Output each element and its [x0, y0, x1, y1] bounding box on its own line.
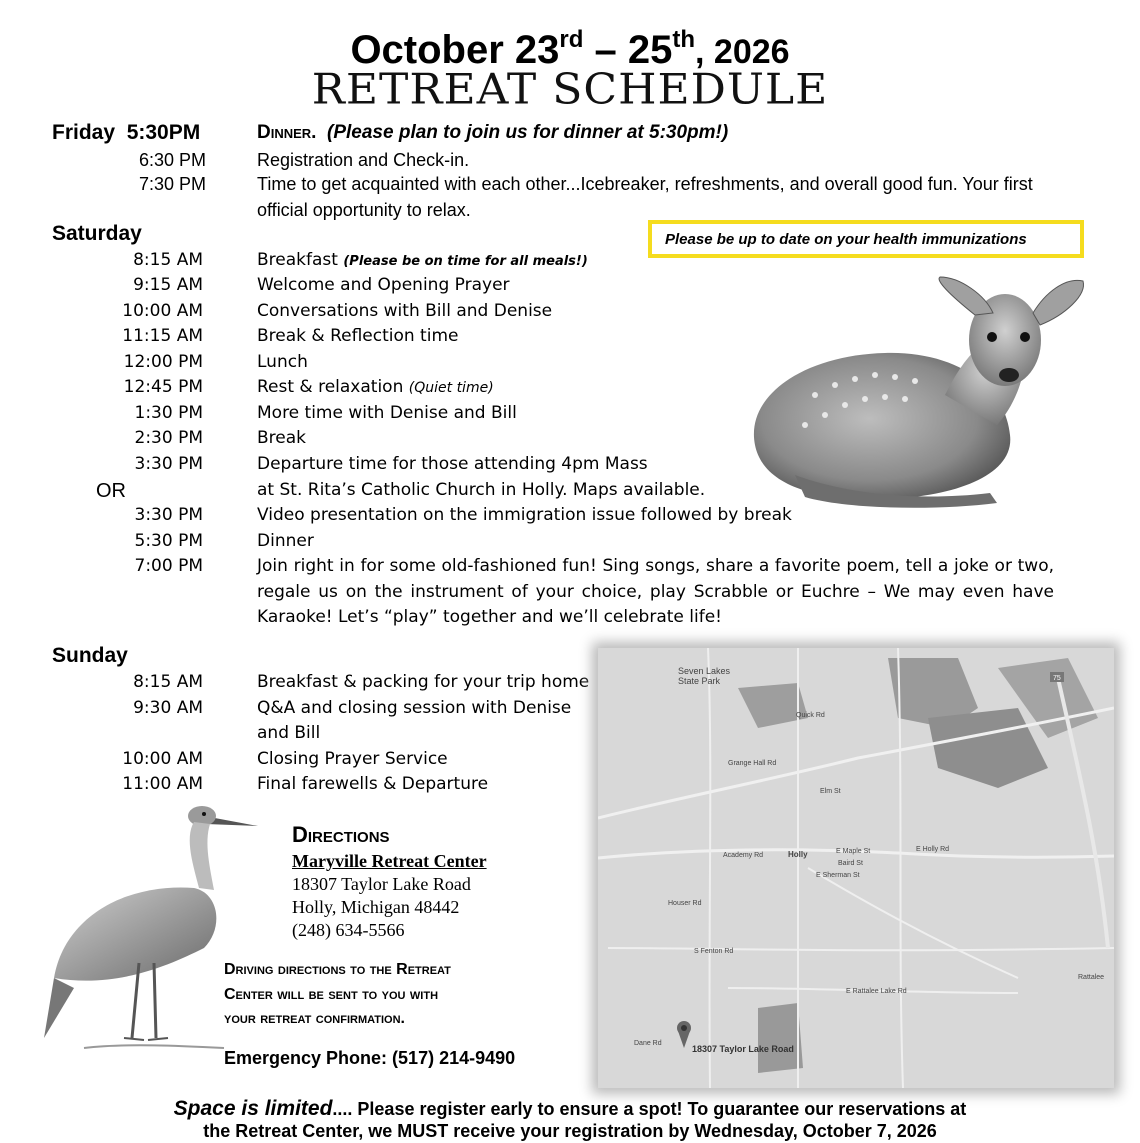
map-label: S Fenton Rd [694, 948, 734, 955]
map-label: Academy Rd [723, 852, 764, 859]
center-phone: (248) 634-5566 [292, 920, 405, 940]
schedule-desc: official opportunity to relax. [257, 200, 471, 220]
schedule-desc: Conversations with Bill and Denise [257, 301, 553, 321]
schedule-time: 2:30 PM [134, 428, 203, 448]
schedule-desc: Time to get acquainted with each other...Icebreaker, refreshments, and overall good fun. Your first [257, 174, 1033, 194]
schedule-time: 8:15 AM [133, 250, 203, 270]
map-label: E Maple St [836, 848, 871, 855]
schedule-desc: Join right in for some old-fashioned fun! Sing songs, share a favorite poem, tell a joke or two, [257, 556, 1054, 576]
schedule-desc: Video presentation on the immigration issue followed by break [257, 505, 792, 525]
fawn-illustration [735, 275, 1090, 511]
location-map [598, 648, 1114, 1088]
schedule-desc: More time with Denise and Bill [257, 403, 517, 423]
footer-line-2: the Retreat Center, we MUST receive your registration by Wednesday, October 7, 2026 [203, 1121, 937, 1141]
schedule-desc: Welcome and Opening Prayer [257, 275, 510, 295]
map-label: E Rattalee Lake Rd [846, 988, 907, 995]
address-street: 18307 Taylor Lake Road [292, 874, 471, 894]
schedule-time: 9:30 AM [133, 698, 203, 718]
highway-shield: 75 [1053, 675, 1061, 682]
schedule-time: 7:30 PM [138, 174, 206, 194]
emergency-phone: Emergency Phone: (517) 214-9490 [224, 1048, 516, 1068]
schedule-time: 10:00 AM [122, 749, 203, 769]
address-city: Holly, Michigan 48442 [292, 897, 460, 917]
day-friday: Friday 5:30PM [52, 121, 201, 144]
schedule-desc: Breakfast & packing for your trip home [257, 672, 590, 692]
day-saturday: Saturday [52, 222, 142, 245]
schedule-desc: Departure time for those attending 4pm Mass [257, 454, 648, 474]
schedule-time: 11:00 AM [122, 774, 203, 794]
map-label: E Sherman St [816, 872, 860, 879]
directions-heading: Directions [292, 822, 390, 847]
driving-directions-line: Center will be sent to you with [224, 986, 439, 1003]
map-label: Grange Hall Rd [728, 760, 777, 767]
schedule-desc: Final farewells & Departure [257, 774, 489, 794]
schedule-time: 8:15 AM [133, 672, 203, 692]
friday-dinner: Dinner. (Please plan to join us for dinner at 5:30pm!) [257, 122, 729, 143]
schedule-desc: Dinner [257, 531, 314, 551]
schedule-desc: and Bill [257, 723, 321, 743]
map-label: Quick Rd [796, 712, 825, 719]
map-label: Holly [788, 850, 808, 859]
schedule-time: 12:45 PM [123, 377, 203, 397]
schedule-desc: regale us on the instrument of your choice, play Scrabble or Euchre – We may even have [257, 582, 1054, 602]
or-label: OR [96, 480, 126, 502]
schedule-desc: Break & Reflection time [257, 326, 459, 346]
schedule-desc: Rest & relaxation (Quiet time) [257, 377, 494, 397]
center-name: Maryville Retreat Center [292, 851, 487, 871]
map-label: E Holly Rd [916, 846, 950, 853]
map-graphic [598, 648, 1114, 1088]
map-label: Houser Rd [668, 900, 702, 907]
schedule-time: 11:15 AM [122, 326, 203, 346]
schedule-desc: Registration and Check-in. [257, 150, 470, 170]
day-sunday: Sunday [52, 644, 128, 667]
map-label: Elm St [820, 788, 841, 795]
page-subtitle: RETREAT SCHEDULE [311, 65, 829, 114]
map-label: Baird St [838, 860, 863, 867]
schedule-desc: Karaoke! Let’s “play” together and we’ll celebrate life! [257, 607, 722, 627]
map-label: Seven Lakes State Park [678, 666, 731, 686]
schedule-desc: Breakfast (Please be on time for all meals!) [257, 250, 588, 270]
schedule-time: 10:00 AM [122, 301, 203, 321]
schedule-time: 5:30 PM [134, 531, 203, 551]
schedule-time: 3:30 PM [134, 505, 203, 525]
schedule-time: 12:00 PM [123, 352, 203, 372]
schedule-desc: Lunch [257, 352, 308, 372]
page-title: October 23rd – 25th, 2026 [350, 26, 790, 72]
driving-directions-line: your retreat confirmation. [224, 1010, 405, 1027]
schedule-desc: at St. Rita’s Catholic Church in Holly. Maps available. [257, 480, 706, 500]
map-label: Rattalee [1078, 974, 1105, 981]
schedule-time: 9:15 AM [133, 275, 203, 295]
schedule-desc: Break [257, 428, 306, 448]
driving-directions-line: Driving directions to the Retreat [224, 961, 451, 978]
footer-line-1: Space is limited.... Please register early to ensure a spot! To guarantee our reservations at [173, 1097, 967, 1120]
schedule-time: 1:30 PM [134, 403, 203, 423]
schedule-desc: Closing Prayer Service [257, 749, 448, 769]
map-pin-label: 18307 Taylor Lake Road [692, 1044, 794, 1054]
schedule-desc: Q&A and closing session with Denise [257, 698, 572, 718]
schedule-time: 7:00 PM [134, 556, 203, 576]
schedule-time: 3:30 PM [134, 454, 203, 474]
map-label: Dane Rd [634, 1040, 662, 1047]
immunization-notice: Please be up to date on your health immunizations [665, 231, 1027, 248]
schedule-time: 6:30 PM [138, 150, 206, 170]
